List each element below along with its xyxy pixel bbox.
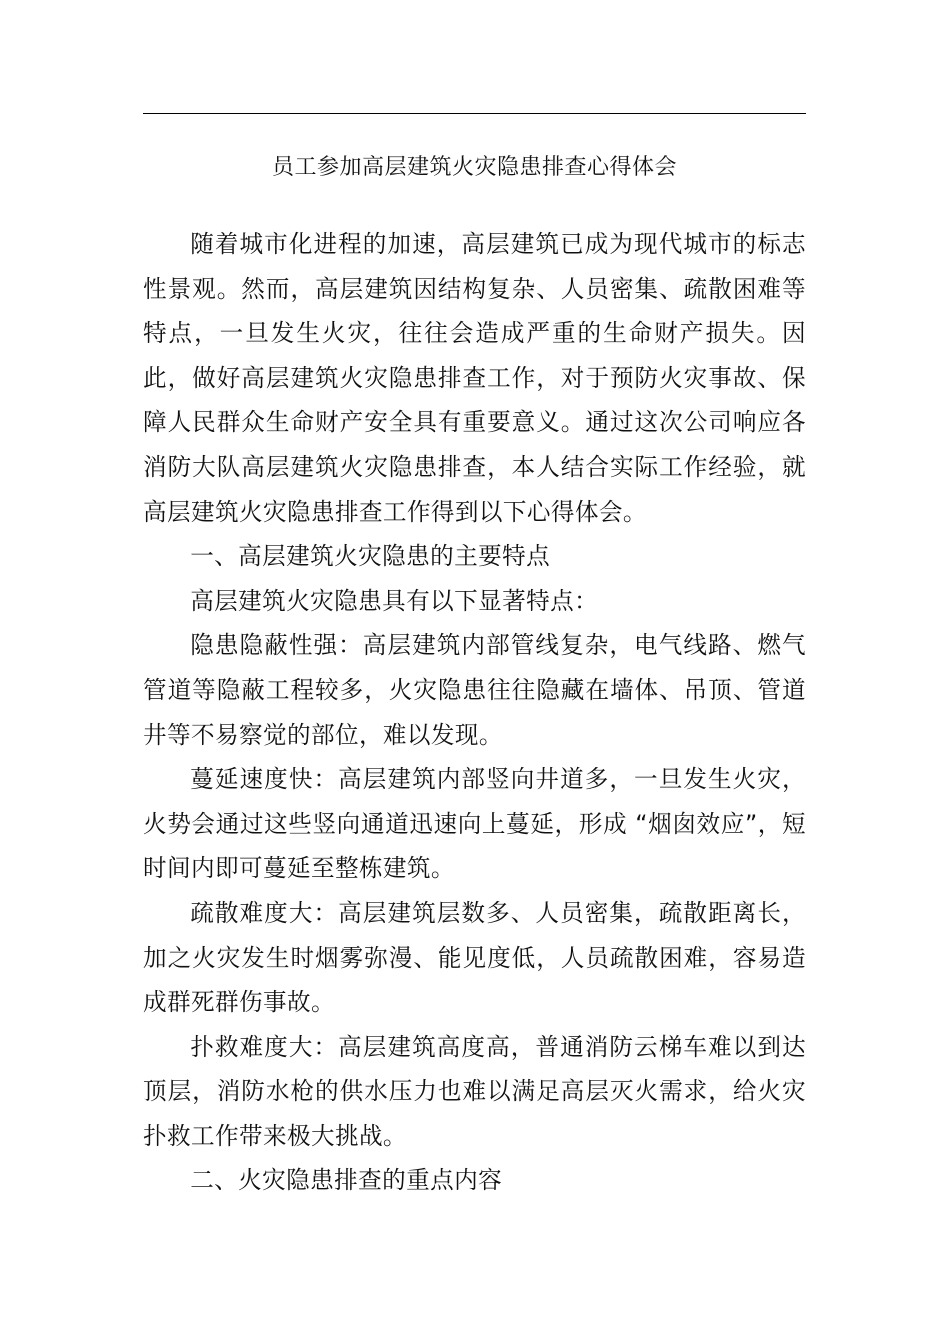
- document-body: [143, 222, 806, 1203]
- section-heading-1: 一、高层建筑火灾隐患的主要特点: [190, 542, 551, 571]
- document-title: 员工参加高层建筑火灾隐患排查心得体会: [271, 155, 677, 180]
- paragraph-concealment: 隐患隐蔽性强：高层建筑内部管线复杂，电气线路、燃气管道等隐蔽工程较多，火灾隐患往往隐藏在墙体、吊顶、管道井等不易察觉的部位，难以发现。: [143, 631, 806, 749]
- paragraph-spread-speed: 蔓延速度快：高层建筑内部竖向井道多，一旦发生火灾，火势会通过这些竖向通道迅速向上蔓延，形成 “烟囱效应”，短时间内即可蔓延至整栋建筑。: [143, 765, 806, 883]
- paragraph-intro: 随着城市化进程的加速，高层建筑已成为现代城市的标志性景观。然而，高层建筑因结构复杂、人员密集、疏散困难等特点，一旦发生火灾，往往会造成严重的生命财产损失。因此，做好高层建筑火灾隐患排查工作，对于预防火灾事故、保障人民群众生命财产安全具有重要意义。通过这次公司响应各消防大队高层建筑火灾隐患排查，本人结合实际工作经验，就高层建筑火灾隐患排查工作得到以下心得体会。: [143, 230, 806, 526]
- paragraph-evacuation: 疏散难度大：高层建筑层数多、人员密集，疏散距离长，加之火灾发生时烟雾弥漫、能见度低，人员疏散困难，容易造成群死群伤事故。: [143, 898, 806, 1017]
- paragraph-features-intro: 高层建筑火灾隐患具有以下显著特点：: [190, 586, 599, 615]
- section-heading-2: 二、火灾隐患排查的重点内容: [190, 1166, 503, 1195]
- paragraph-firefighting: 扑救难度大：高层建筑高度高，普通消防云梯车难以到达顶层，消防水枪的供水压力也难以满足高层灭火需求，给火灾扑救工作带来极大挑战。: [143, 1032, 806, 1150]
- header-rule: [143, 113, 806, 114]
